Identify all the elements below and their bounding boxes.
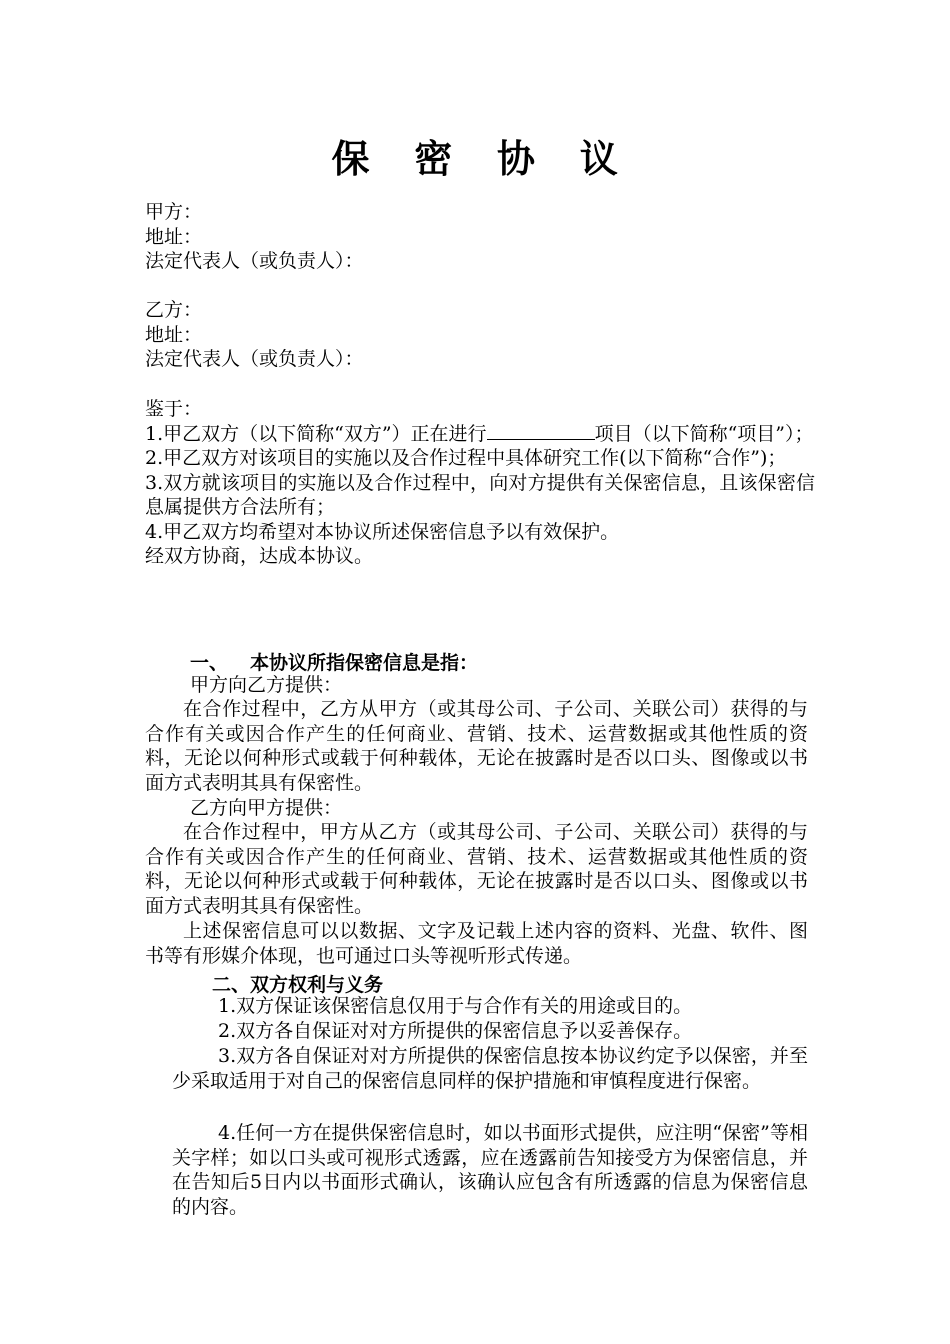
whereas-heading: 鉴于： [145,398,203,420]
section-2-heading: 二、双方权利与义务 [212,974,384,996]
party-b-address: 地址： [145,323,203,346]
section-2-item-4: 4.任何一方在提供保密信息时，如以书面形式提供，应注明“保密”等相关字样；如以口头或可视形式透露，应在透露前告知接受方为保密信息，并在告知后5日内以书面形式确认，该确认应包含有所透露的信息为保密信息的内容。 [172,1122,808,1218]
whereas-item-3: 3.双方就该项目的实施以及合作过程中，向对方提供有关保密信息，且该保密信息属提供方合法所有； [145,471,815,518]
title-char: 议 [579,136,619,181]
section-1-forms-text: 上述保密信息可以以数据、文字及记载上述内容的资料、光盘、软件、图书等有形媒介体现，也可通过口头等视听形式传递。 [145,920,808,967]
section-1-a-to-b-label: 甲方向乙方提供： [190,674,343,696]
section-1-heading [190,648,478,675]
section-1-b-to-a-label: 乙方向甲方提供： [190,797,343,819]
title-char: 协 [497,136,536,181]
section-1-b-to-a-text: 在合作过程中，甲方从乙方（或其母公司、子公司、关联公司）获得的与合作有关或因合作产生的任何商业、营销、技术、运营数据或其他性质的资料，无论以何种形式或载于何种载体，无论在披露时是否以口头、图像或以书面方式表明其具有保密性。 [145,821,808,917]
whereas-item-1-text: 1.甲乙双方（以下简称“双方”）正在进行 [145,422,487,445]
section-1-title: 本协议所指保密信息是指： [250,652,479,674]
project-name-blank [487,422,595,440]
whereas-item-1 [145,422,815,447]
title-char: 保 [331,136,371,181]
section-2-item-3: 3.双方各自保证对对方所提供的保密信息按本协议约定予以保密，并至少采取适用于对自己的保密信息同样的保护措施和审慎程度进行保密。 [172,1045,808,1092]
whereas-item-4: 4.甲乙双方均希望对本协议所述保密信息予以有效保护。 [145,520,620,543]
whereas-block [145,397,815,569]
title-char: 密 [414,136,453,181]
section-1-a-to-b-text: 在合作过程中，乙方从甲方（或其母公司、子公司、关联公司）获得的与合作有关或因合作产生的任何商业、营销、技术、运营数据或其他性质的资料，无论以何种形式或载于何种载体，无论在披露时是否以口头、图像或以书面方式表明其具有保密性。 [145,698,808,794]
party-a-address: 地址： [145,225,203,248]
page-title [0,128,950,183]
party-b-block [145,298,815,372]
section-2-item-1: 1.双方保证该保密信息仅用于与合作有关的用途或目的。 [218,995,693,1017]
party-b-label: 乙方： [145,299,203,321]
party-a-label: 甲方： [145,201,203,223]
party-b-representative: 法定代表人（或负责人）： [145,348,364,370]
party-a-block [145,200,815,274]
section-2-item-2: 2.双方各自保证对对方所提供的保密信息予以妥善保存。 [218,1020,693,1042]
section-1-number: 一、 [190,652,229,674]
whereas-item-1-text-end: 项目（以下简称“项目”）； [594,422,814,445]
whereas-item-2: 2.甲乙双方对该项目的实施以及合作过程中具体研究工作(以下简称“合作”)； [145,447,787,469]
party-a-representative: 法定代表人（或负责人）： [145,250,364,272]
whereas-conclusion: 经双方协商，达成本协议。 [145,545,374,567]
